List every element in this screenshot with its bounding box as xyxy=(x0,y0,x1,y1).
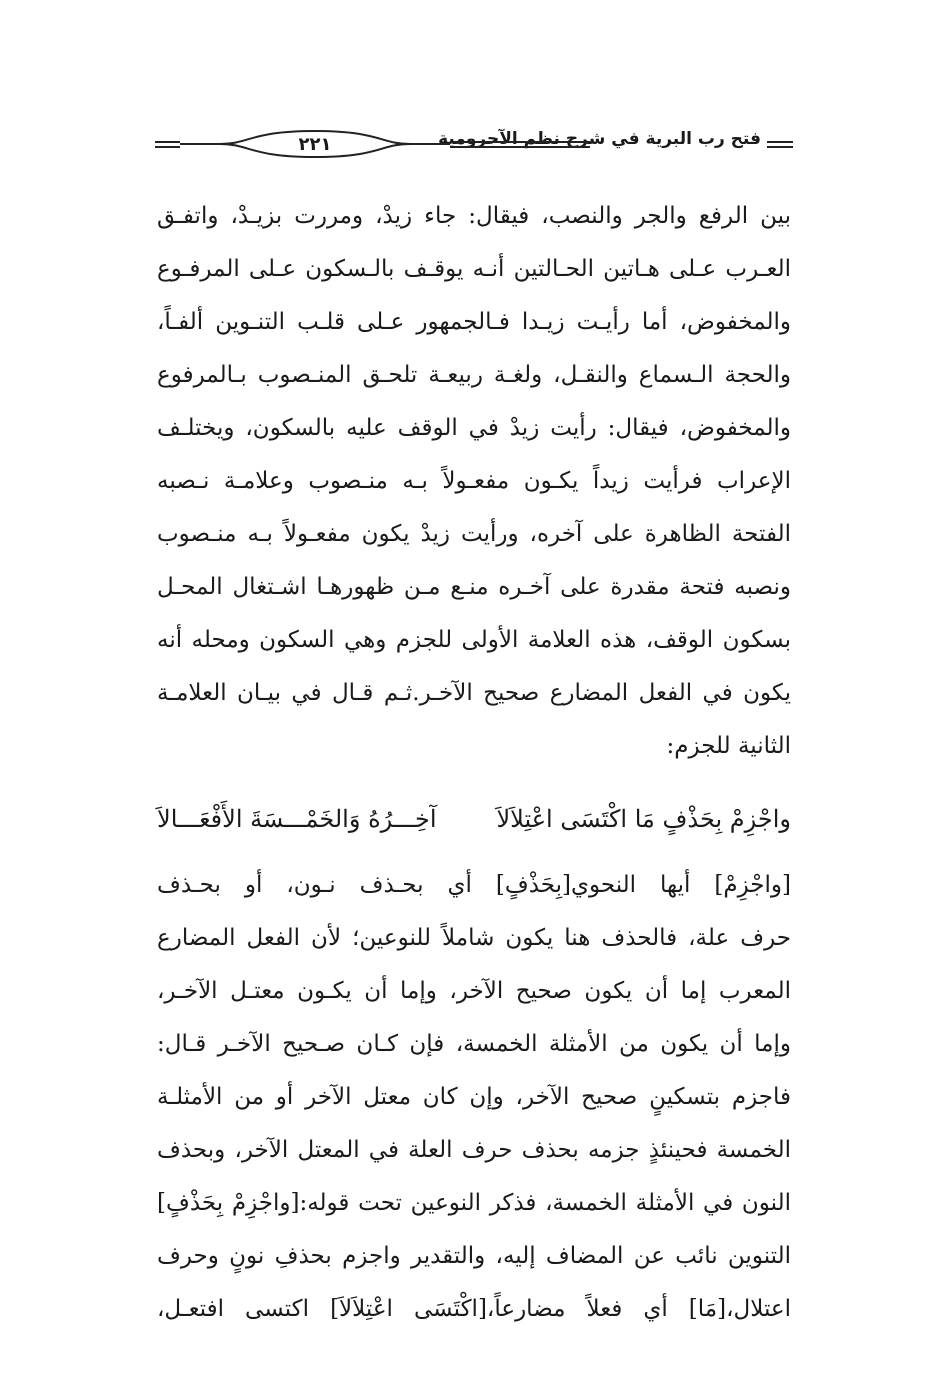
main-text xyxy=(157,190,791,1336)
text-line: فاجزم بتسكينٍ صحيح الآخر، وإن كان معتل الآخر أو من الأمثلـة xyxy=(157,1084,791,1110)
text-line: حرف علة، فالحذف هنا يكون شاملاً للنوعين؛ لأن الفعل المضارع xyxy=(157,925,791,951)
text-line: بين الرفع والجر والنصب، فيقال: جاء زيدْ، ومررت بزيـدْ، واتفـق xyxy=(157,203,791,229)
text-line: بسكون الوقف، هذه العلامة الأولى للجزم وهي السكون ومحله أنه xyxy=(157,627,791,653)
text-line: والحجة الـسماع والنقـل، ولغـة ربيعـة تلحـق المنـصوب بـالمرفوع xyxy=(157,362,791,388)
header-rule-middle xyxy=(450,141,590,148)
text-line: التنوين نائب عن المضاف إليه، والتقدير واجزم بحذفِ نونٍ وحرف xyxy=(157,1243,791,1269)
book-title: فتح رب البرية في شرح نظم الآجرومية xyxy=(438,129,761,149)
header-rule-left xyxy=(155,141,180,148)
text-line: والمخفوض، فيقال: رأيت زيدْ في الوقف عليه بالسكون، ويختلـف xyxy=(157,415,791,441)
poem-verse xyxy=(157,797,791,857)
text-line: الإعراب فرأيت زيداً يكـون مفعـولاً بـه منـصوب وعلامـة نـصبه xyxy=(157,468,791,494)
text-line: النون في الأمثلة الخمسة، فذكر النوعين تحت قوله:[واجْزِمْ بِحَذْفٍ] xyxy=(157,1190,791,1216)
page-number-cartouche xyxy=(180,129,450,159)
text-line: اعتلال،[مَا] أي فعلاً مضارعاً،[اكْتَسَى اعْتِلاَلاَ] اكتسى افتعـل، xyxy=(157,1296,791,1322)
text-line: الفتحة الظاهرة على آخره، ورأيت زيدْ يكون مفعـولاً بـه منـصوب xyxy=(157,521,791,547)
page-number: ٢٢١ xyxy=(298,134,332,155)
verse-second-hemistich: آخِـــرُهُ وَالخَمْـــسَةَ الأَفْعَـــالاَ xyxy=(157,805,437,833)
text-line: [واجْزِمْ] أيها النحوي[بِحَذْفٍ] أي بحـذف نـون، أو بحـذف xyxy=(157,872,791,898)
text-line: الثانية للجزم: xyxy=(666,733,791,759)
text-line: المعرب إما أن يكون صحيح الآخر، وإما أن يكـون معتـل الآخـر، xyxy=(157,978,791,1004)
paragraph-1 xyxy=(157,190,791,773)
text-line: العـرب عـلى هـاتين الحـالتين أنـه يوقـف بالـسكون عـلى المرفـوع xyxy=(157,256,791,282)
text-line: وإما أن يكون من الأمثلة الخمسة، فإن كـان صـحيح الآخـر قـال: xyxy=(157,1031,791,1057)
text-line: الخمسة فحينئذٍ جزمه بحذف حرف العلة في المعتل الآخر، وبحذف xyxy=(157,1137,791,1163)
header-rule-right xyxy=(767,141,793,148)
verse-first-hemistich: واجْزِمْ بِحَذْفٍ مَا اكْتَسَى اعْتِلاَلاَ xyxy=(496,805,791,833)
running-header xyxy=(155,125,793,165)
text-line: ونصبه فتحة مقدرة على آخـره منـع مـن ظهورهـا اشـتغال المحـل xyxy=(157,574,791,600)
text-line: والمخفوض، أما رأيـت زيـدا فـالجمهور عـلى قلـب التنـوين ألفـاً، xyxy=(157,309,791,335)
text-line: يكون في الفعل المضارع صحيح الآخـر.ثـم قـال في بيـان العلامـة xyxy=(157,680,791,706)
paragraph-2 xyxy=(157,859,791,1336)
